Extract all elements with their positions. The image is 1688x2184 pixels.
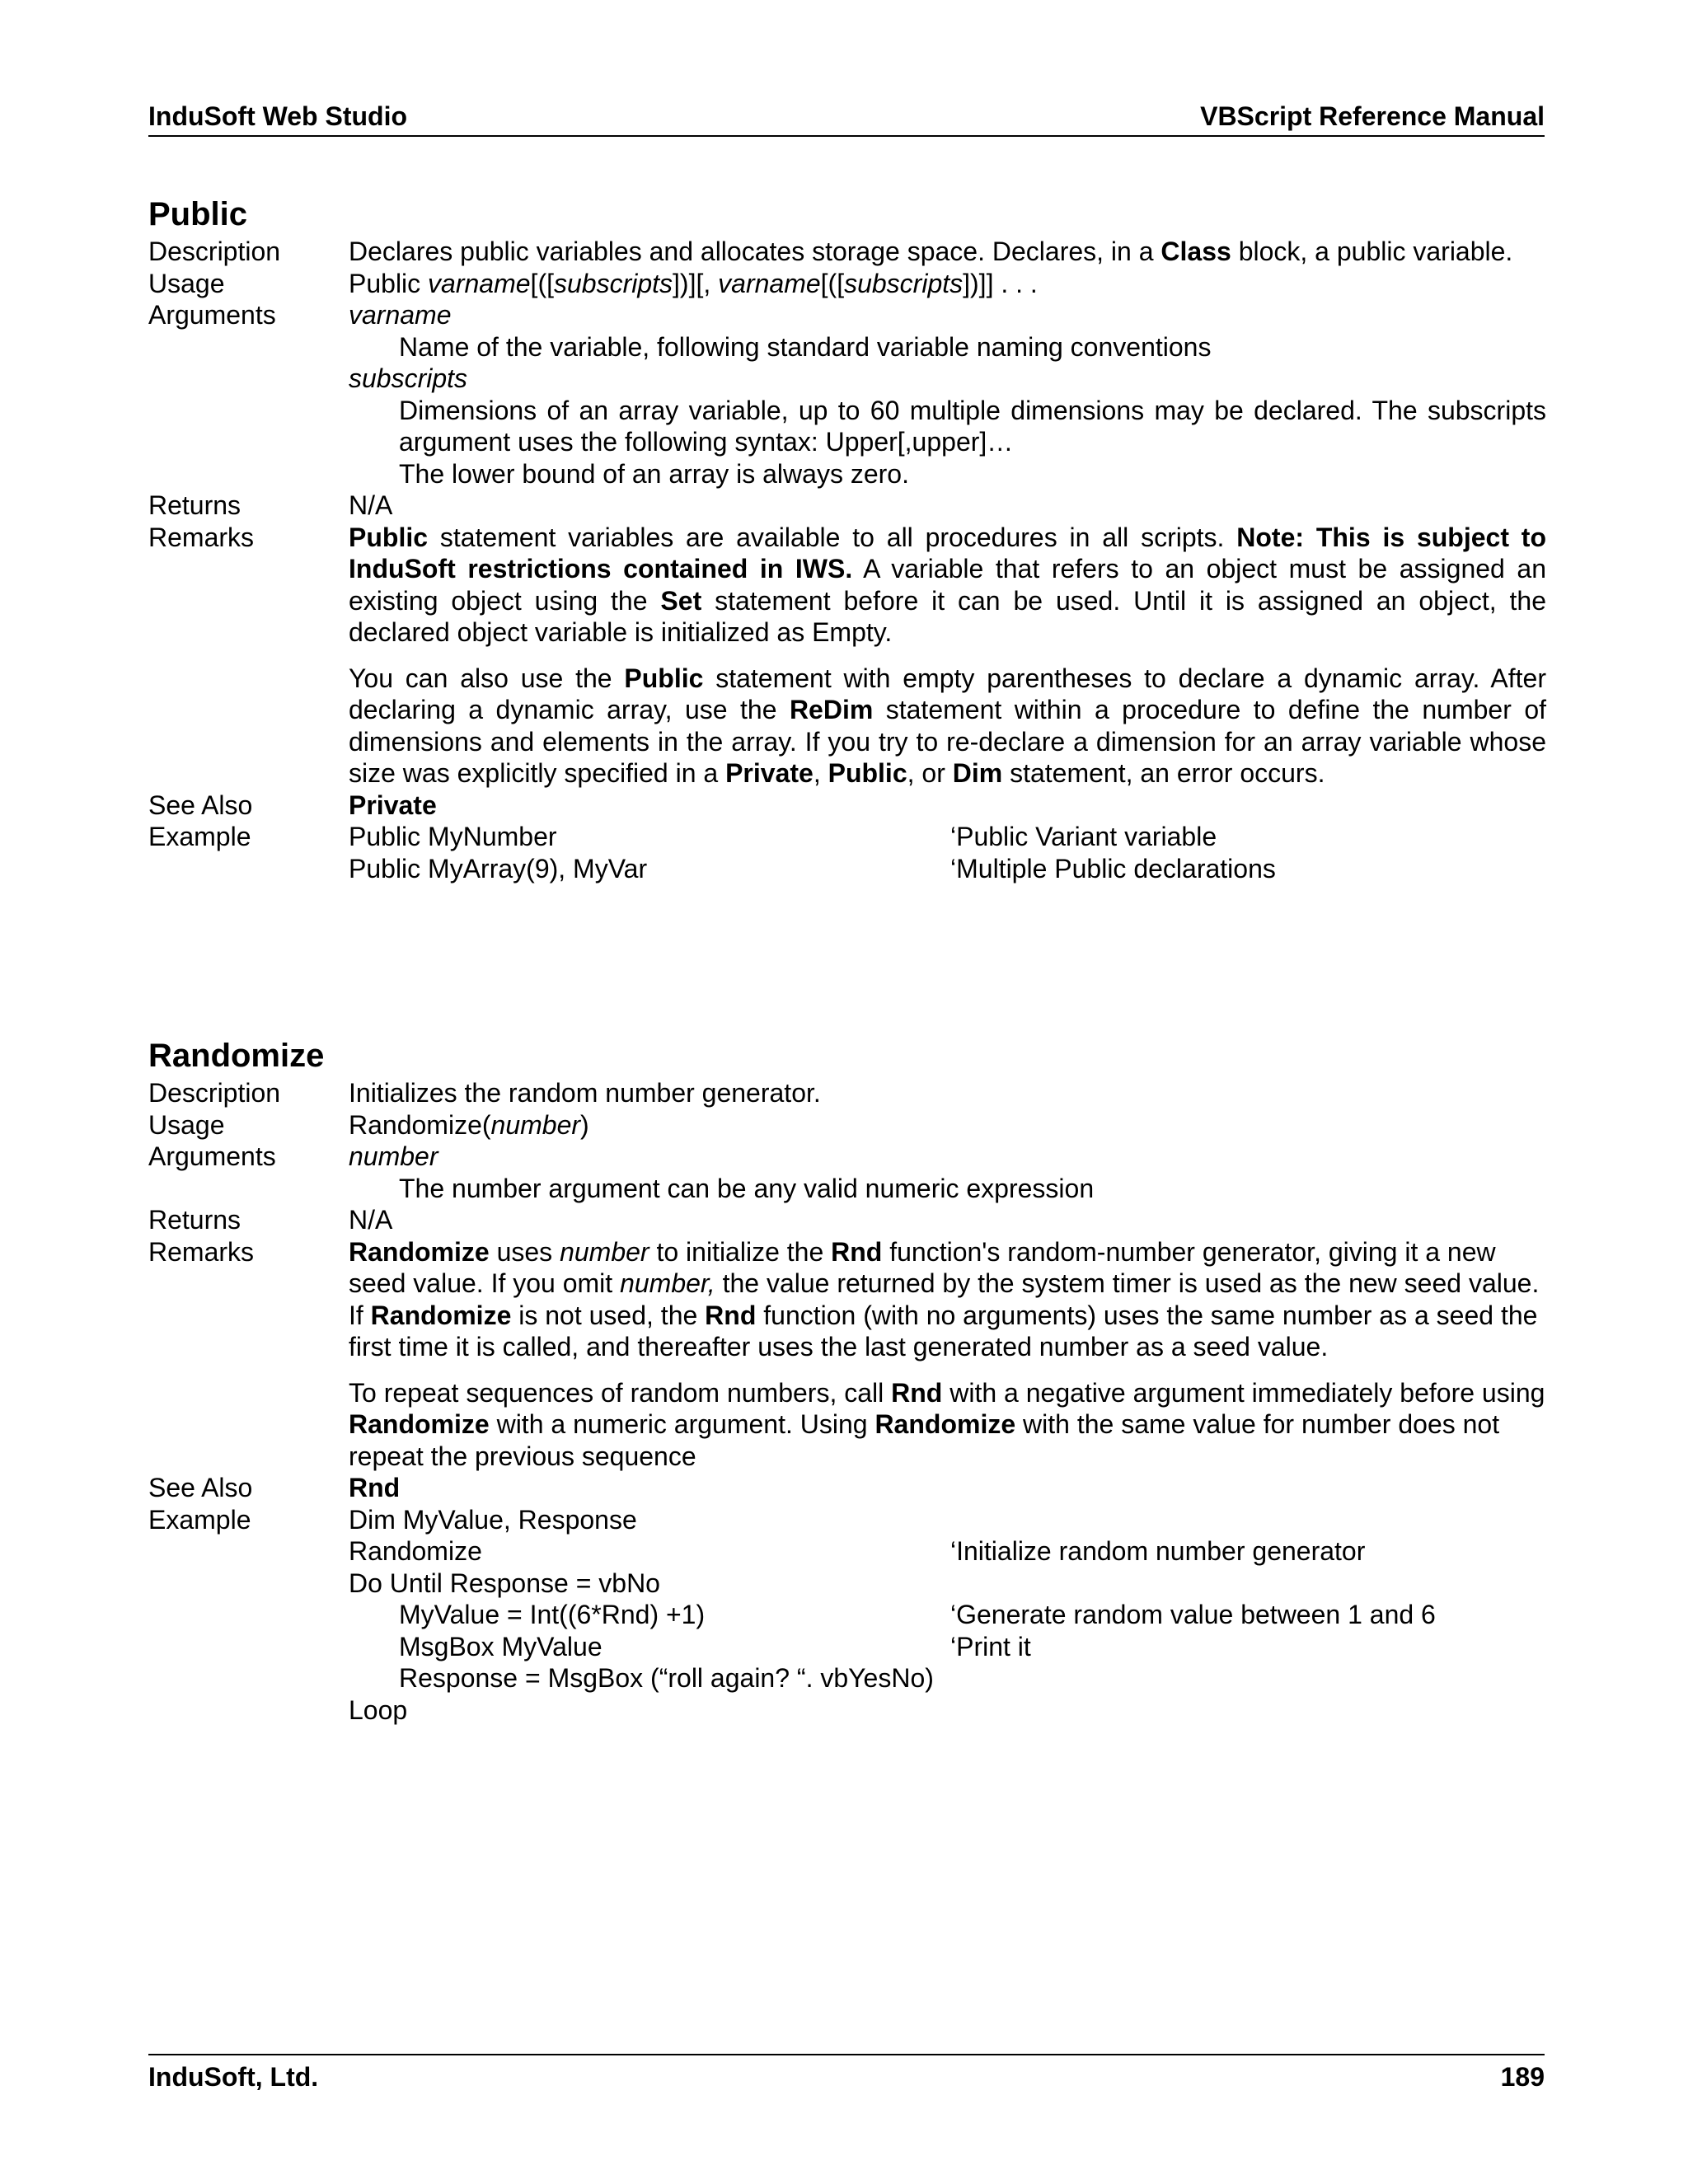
label-description: Description	[148, 237, 281, 266]
header-product: InduSoft Web Studio	[148, 101, 408, 131]
label-example: Example	[148, 822, 251, 851]
public-returns: N/A	[349, 490, 393, 520]
public-remarks-paragraph-1: Public statement variables are available to all procedures in all scripts. Note: This is subject to InduSoft restrictions contained in IWS. A variable that refers to an object must be assigned an existing object using the Set statement before it can be used. Until it is assigned an object, the declared object variable is initialized as Empty.	[349, 522, 1547, 647]
randomize-example-code	[349, 1504, 1546, 1727]
code-line: Do Until Response = vbNo	[349, 1568, 660, 1598]
header-manual-title: VBScript Reference Manual	[1200, 101, 1545, 131]
public-description-row	[148, 236, 1546, 268]
section-title-randomize: Randomize	[148, 1038, 325, 1074]
arg-name-varname: varname	[349, 300, 452, 330]
randomize-returns: N/A	[349, 1205, 393, 1235]
public-arguments-row	[148, 299, 1546, 490]
section-title-public: Public	[148, 196, 248, 232]
label-remarks: Remarks	[148, 522, 255, 552]
code-line: MyValue = Int((6*Rnd) +1) ‘Generate random value between 1 and 6	[399, 1600, 1436, 1629]
label-remarks: Remarks	[148, 1236, 255, 1267]
code-line: MsgBox MyValue ‘Print it	[399, 1631, 1031, 1661]
public-usage: Public varname[([subscripts])][, varname[([subscripts])]] . . .	[349, 268, 1038, 298]
code-line: Public MyNumber ‘Public Variant variable	[349, 822, 1217, 851]
page-header	[148, 97, 1545, 137]
public-returns-row	[148, 490, 1546, 522]
arg-desc-varname: Name of the variable, following standard variable naming conventions	[399, 331, 1212, 362]
code-line: Response = MsgBox (“roll again? “. vbYesNo)	[399, 1663, 934, 1693]
public-arguments	[349, 299, 1546, 490]
code-line: Public MyArray(9), MyVar ‘Multiple Public declarations	[349, 853, 1276, 883]
label-description: Description	[148, 1078, 281, 1108]
label-arguments: Arguments	[148, 300, 276, 330]
label-arguments: Arguments	[148, 1141, 276, 1171]
label-usage: Usage	[148, 268, 225, 298]
code-line: Loop	[349, 1694, 408, 1725]
code-line: Dim MyValue, Response	[349, 1504, 637, 1535]
randomize-usage: Randomize(number)	[349, 1109, 589, 1140]
randomize-example-row	[148, 1504, 1546, 1727]
label-see-also: See Also	[148, 1473, 253, 1502]
public-description: Declares public variables and allocates storage space. Declares, in a Class block, a public variable.	[349, 237, 1513, 266]
footer-company: InduSoft, Ltd.	[148, 2062, 319, 2092]
public-see-also-link: Private	[349, 790, 437, 820]
randomize-returns-row	[148, 1204, 1546, 1236]
public-remarks-row	[148, 522, 1546, 790]
label-see-also: See Also	[148, 790, 253, 820]
randomize-usage-row	[148, 1109, 1546, 1141]
public-remarks	[349, 522, 1546, 790]
public-usage-row	[148, 268, 1546, 300]
arg-desc-number: The number argument can be any valid numeric expression	[399, 1173, 1095, 1203]
randomize-description-row	[148, 1077, 1546, 1109]
public-remarks-paragraph-2: You can also use the Public statement with empty parentheses to declare a dynamic array. After declaring a dynamic array, use the ReDim statement within a procedure to define the number of dimensions and elements in the array. If you try to re-declare a dimension for an array variable whose size was explicitly specified in a Private, Public, or Dim statement, an error occurs.	[349, 663, 1546, 788]
public-example-row	[148, 821, 1546, 884]
randomize-arguments-row	[148, 1141, 1546, 1204]
public-see-also-row	[148, 790, 1546, 822]
label-usage: Usage	[148, 1109, 225, 1140]
arg-desc-subscripts-lower-bound: The lower bound of an array is always zero.	[399, 458, 909, 489]
arg-name-subscripts: subscripts	[349, 363, 468, 393]
public-example-code	[349, 821, 1546, 884]
arg-desc-subscripts: Dimensions of an array variable, up to 60 multiple dimensions may be declared. The subscripts argument uses the following syntax: Upper[,upper]…	[399, 395, 1546, 457]
randomize-see-also-link: Rnd	[349, 1473, 401, 1502]
randomize-remarks	[349, 1236, 1546, 1473]
section-public	[148, 194, 1546, 884]
randomize-arguments	[349, 1141, 1546, 1204]
randomize-see-also-row	[148, 1472, 1546, 1504]
randomize-description: Initializes the random number generator.	[349, 1078, 821, 1108]
page-footer	[148, 2054, 1545, 2093]
arg-name-number: number	[349, 1141, 438, 1171]
label-returns: Returns	[148, 490, 241, 520]
page-number: 189	[1500, 2062, 1545, 2092]
code-line: Randomize ‘Initialize random number generator	[349, 1536, 1366, 1566]
randomize-remarks-row	[148, 1236, 1546, 1473]
label-example: Example	[148, 1504, 251, 1535]
label-returns: Returns	[148, 1205, 241, 1235]
randomize-remarks-paragraph-1: Randomize uses number to initialize the Rnd function's random-number generator, giving it a new seed value. If you omit number, the value returned by the system timer is used as the new seed value. If Randomize is not used, the Rnd function (with no arguments) uses the same number as a seed the first time it is called, and thereafter uses the last generated number as a seed value.	[349, 1236, 1540, 1361]
section-randomize	[148, 1036, 1546, 1726]
randomize-remarks-paragraph-2: To repeat sequences of random numbers, call Rnd with a negative argument immediately before using Randomize with a numeric argument. Using Randomize with the same value for number does not repeat the previous sequence	[349, 1377, 1545, 1471]
